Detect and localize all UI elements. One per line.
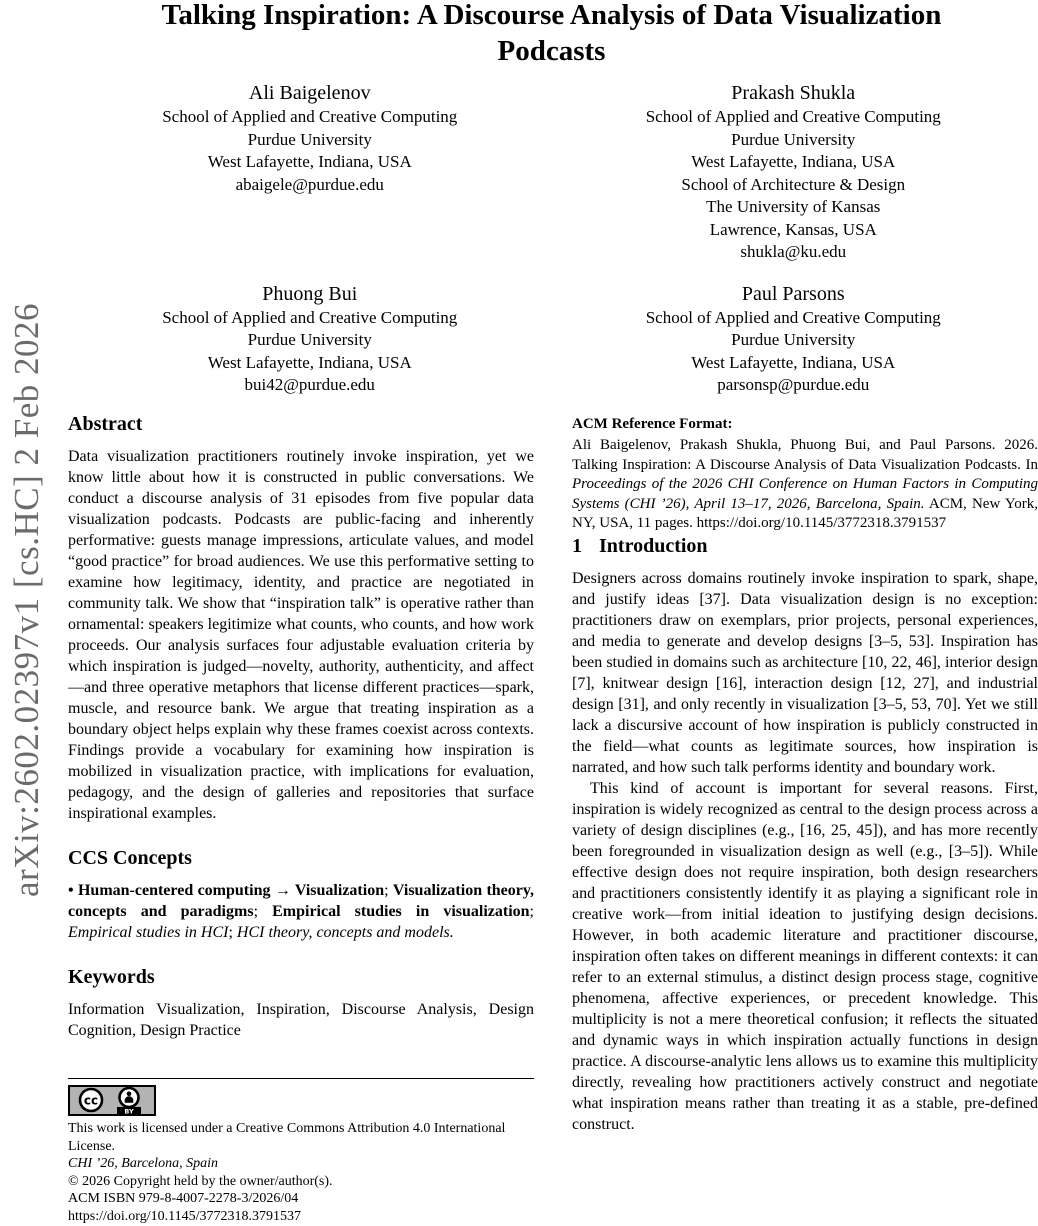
author-affiliation-line: West Lafayette, Indiana, USA bbox=[207, 152, 412, 171]
section-number: 1 bbox=[572, 534, 582, 557]
author-block-bui bbox=[68, 281, 552, 397]
doi-link[interactable]: https://doi.org/10.1145/3772318.3791537 bbox=[68, 1208, 301, 1224]
keywords-text: Information Visualization, Inspiration, Discourse Analysis, Design Cognition, Design Practice bbox=[68, 1001, 534, 1039]
page-title bbox=[68, 0, 1035, 69]
ccs-text: • Human-centered computing → Visualization; Visualization theory, concepts and paradigms; Empirical studies in visualization; Empirical studies in HCI; HCI theory, concepts and models. bbox=[68, 882, 535, 941]
author-name: Ali Baigelenov bbox=[248, 82, 371, 104]
author-affiliation-line: Purdue University bbox=[247, 129, 372, 149]
author-affiliation-line: School of Applied and Creative Computing bbox=[162, 107, 458, 126]
author-name: Phuong Bui bbox=[262, 282, 358, 305]
introduction-heading bbox=[572, 534, 1038, 559]
author-name: Prakash Shukla bbox=[731, 82, 856, 104]
author-affiliation-line: West Lafayette, Indiana, USA bbox=[691, 352, 896, 372]
author-affiliation-line: School of Applied and Creative Computing bbox=[162, 307, 458, 327]
acm-isbn: ACM ISBN 979-8-4007-2278-3/2026/04 bbox=[68, 1191, 299, 1207]
author-email[interactable]: abaigele@purdue.edu bbox=[235, 174, 384, 194]
acm-reference-heading: ACM Reference Format: bbox=[572, 416, 733, 432]
keywords-heading: Keywords bbox=[68, 966, 155, 988]
author-email[interactable]: parsonsp@purdue.edu bbox=[717, 375, 870, 394]
author-affiliation-line: The University of Kansas bbox=[706, 197, 881, 216]
ccs-heading: CCS Concepts bbox=[68, 847, 192, 869]
author-affiliation-line: Purdue University bbox=[247, 330, 372, 349]
copyright-notice: © 2026 Copyright held by the owner/author(s). bbox=[68, 1173, 333, 1189]
abstract-text: Data visualization practitioners routinely invoke inspiration, yet we know little about how it is constructed in public conversations. We conduct a discourse analysis of 31 episodes from five popular data visualization podcasts. Podcasts are public-facing and inherently performative: guests manage impressions, articulate values, and model “good practice” for broad audiences. We use this performative setting to examine how legitimacy, identity, and practice are negotiated in community talk. We show that “inspiration talk” is operative rather than ornamental: speakers legitimize what counts, who counts, and how work proceeds. Our analysis surfaces four adjustable evaluation criteria by which inspiration is judged—novelty, authority, authenticity, and affect—and three operative metaphors that license different practices—spark, muscle, and resource bank. We argue that treating inspiration as a boundary object helps explain why these frames coexist across contexts. Findings provide a vocabulary for examining how inspiration is mobilized in visualization practice, with implications for evaluation, pedagogy, and the design of galleries and repositories that surface inspirational examples. bbox=[68, 448, 534, 822]
introduction-paragraph-2: This kind of account is important for several reasons. First, inspiration is widely recognized as central to the design process across a variety of design disciplines (e.g., [16, 25, 45]), and has more recently been foregrounded in visualization design as well (e.g., [3–5]). While effective design does not require inspiration, both design researchers and practitioners consistently identify it as playing a significant role in creative work—from initial ideation to justifying design decisions. However, in both academic literature and practitioner discourse, inspiration often takes on different meanings in different contexts: it can refer to an external stimulus, a distinct design process stage, cognitive phenomena, affective experiences, or precedent knowledge. This multiplicity is not a mere theoretical confusion; it reflects the situated and dynamic ways in which inspiration actually functions in design practice. A discourse-analytic lens allows us to examine this multiplicity directly, revealing how practitioners actively construct and negotiate what inspiration means rather than treating it as a stable, pre-defined construct. bbox=[572, 779, 1038, 1133]
author-block-shukla bbox=[552, 80, 1036, 264]
author-affiliation-line: School of Applied and Creative Computing bbox=[645, 107, 941, 126]
license-statement: This work is licensed under a Creative Commons Attribution 4.0 International License. bbox=[68, 1121, 506, 1154]
author-affiliation-line: School of Applied and Creative Computing bbox=[645, 307, 941, 327]
right-column bbox=[572, 415, 1038, 1135]
author-affiliation-line: West Lafayette, Indiana, USA bbox=[691, 152, 896, 171]
cc-icon-letters: cc bbox=[83, 1093, 99, 1108]
section-title: Introduction bbox=[599, 534, 708, 557]
author-affiliation-line: School of Architecture & Design bbox=[681, 174, 906, 194]
page-title-line2: Podcasts bbox=[497, 35, 606, 67]
abstract-heading: Abstract bbox=[68, 413, 143, 435]
author-affiliation-line: West Lafayette, Indiana, USA bbox=[207, 352, 412, 372]
author-name: Paul Parsons bbox=[741, 282, 845, 305]
footnote-rule bbox=[68, 1078, 534, 1079]
author-block-parsons bbox=[552, 281, 1036, 397]
author-block-baigelenov bbox=[68, 80, 552, 264]
author-email[interactable]: bui42@purdue.edu bbox=[244, 375, 375, 394]
cc-by-license-icon[interactable] bbox=[68, 1085, 156, 1116]
author-grid bbox=[68, 80, 1035, 397]
page-title-line1: Talking Inspiration: A Discourse Analysis of Data Visualization bbox=[161, 0, 942, 31]
by-label: BY bbox=[124, 1107, 134, 1116]
conference-location: CHI ’26, Barcelona, Spain bbox=[68, 1156, 218, 1172]
introduction-paragraph-1: Designers across domains routinely invoke inspiration to spark, shape, and justify ideas [37]. Data visualization design is no exception: practitioners draw on exemplars, prior projects, personal experiences, and media to generate and develop designs [3–5, 53]. Inspiration has been studied in domains such as architecture [10, 22, 46], interior design [7], knitwear design [16], interaction design [12, 27], and industrial design [31], and only recently in visualization [3–5, 53, 70]. Yet we still lack a discursive account of how inspiration is publicly constructed in the field—what counts as legitimate sources, how inspiration is narrated, and how such talk performs identity and boundary work. bbox=[572, 569, 1038, 776]
author-affiliation-line: Purdue University bbox=[731, 330, 856, 349]
acm-reference-text: Ali Baigelenov, Prakash Shukla, Phuong Bui, and Paul Parsons. 2026. Talking Inspiration: A Discourse Analysis of Data Visualization Podcasts. In Proceedings of the 2026 CHI Conference on Human Factors in Computing Systems (CHI ’26), April 13–17, 2026, Barcelona, Spain. ACM, New York, NY, USA, 11 pages. https://doi.org/10.1145/3772318.3791537 bbox=[572, 437, 1038, 531]
arxiv-watermark: arXiv:2602.02397v1 [cs.HC] 2 Feb 2026 bbox=[7, 302, 46, 898]
author-email[interactable]: shukla@ku.edu bbox=[740, 242, 847, 261]
author-affiliation-line: Lawrence, Kansas, USA bbox=[709, 219, 877, 239]
license-block bbox=[68, 1078, 534, 1226]
author-affiliation-line: Purdue University bbox=[731, 129, 856, 149]
left-column bbox=[68, 412, 534, 1041]
